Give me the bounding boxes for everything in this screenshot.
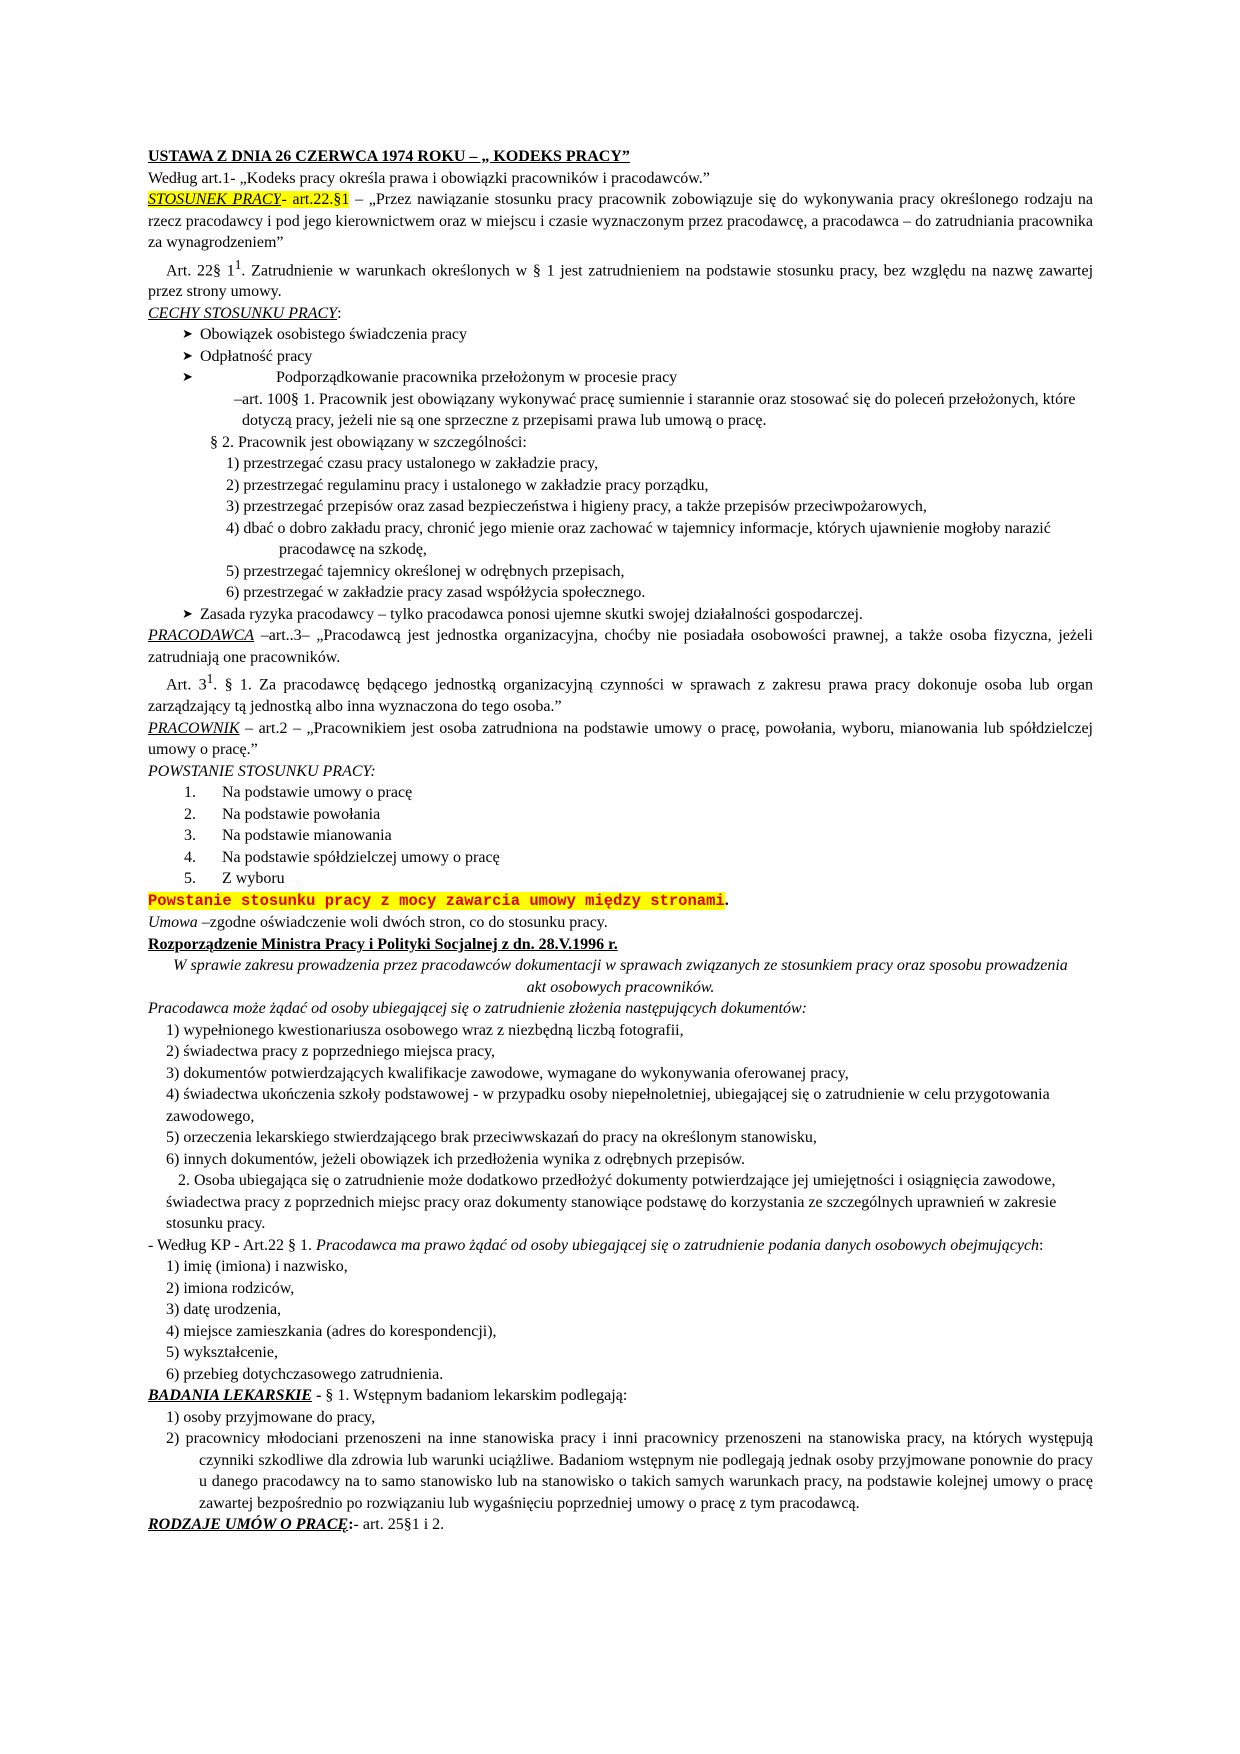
list-item: 3. Na podstawie mianowania <box>184 827 392 845</box>
list-item: ➤ Zasada ryzyka pracodawcy – tylko pracodawca ponosi ujemne skutki swojej działalności gospodarczej. <box>182 604 1093 626</box>
badania-term: BADANIA LEKARSKIE <box>148 1387 313 1405</box>
badania-paragraph: BADANIA LEKARSKIE - § 1. Wstępnym badaniom lekarskim podlegają: <box>148 1387 628 1405</box>
kp22-paragraph: - Według KP - Art.22 § 1. Pracodawca ma prawo żądać od osoby ubiegającej się o zatrudnienie podania danych osobowych obejmujących: <box>148 1236 1044 1254</box>
list-item: 5. Z wyboru <box>184 870 285 888</box>
rozporzadzenie-subtitle: W sprawie zakresu prowadzenia przez pracodawców dokumentacji w sprawach związanych ze stosunkiem pracy oraz sposobu prowadzenia akt osobowych pracowników. <box>173 957 1068 996</box>
list-item: 3) datę urodzenia, <box>166 1301 282 1319</box>
arrow-bullet-icon: ➤ <box>182 348 193 364</box>
list-item: 2) imiona rodziców, <box>166 1279 295 1297</box>
pracodawca-paragraph: PRACODAWCA –art..3– „Pracodawcą jest jednostka organizacyjna, choćby nie posiadała osobowości prawnej, a także osoba fizyczna, jeżeli zatrudniają one pracowników. <box>148 627 1093 666</box>
list-item: 6) innych dokumentów, jeżeli obowiązek ich przedłożenia wynika z odrębnych przepisów. <box>166 1150 746 1168</box>
list-item: ➤ Odpłatność pracy <box>182 346 1093 368</box>
art100-1-paragraph: –art. 100§ 1. Pracownik jest obowiązany wykonywać pracę sumiennie i starannie oraz stosować się do poleceń przełożonych, które dotyczą pracy, jeżeli nie są one sprzeczne z przepisami prawa lub umową o pracę. <box>234 390 1076 430</box>
rozporzadzenie-lead: Pracodawca może żądać od osoby ubiegającej się o zatrudnienie złożenia następujących dokumentów: <box>148 1000 807 1018</box>
umowa-paragraph: Umowa –zgodne oświadczenie woli dwóch stron, co do stosunku pracy. <box>148 914 608 932</box>
list-item: 2) pracownicy młodociani przenoszeni na inne stanowiska pracy i inni pracownicy przenoszeni na stanowiska pracy, na których występują czynniki szkodliwe dla zdrowia lub warunki uciążliwe. Badaniom wstępnym nie podlegają jednak osoby przyjmowane ponownie do pracy u danego pracodawcy na to samo stanowisko lub na stanowisko o takich samych warunkach pracy, na podstawie kolejnej umowy o pracę zawartej bezpośrednio po rozwiązaniu lub wygaśnięciu poprzedniej umowy o pracę z tym pracodawcą. <box>166 1430 1093 1512</box>
stosunek-pracy-paragraph <box>148 189 1093 254</box>
list-item: 4) dbać o dobro zakładu pracy, chronić jego mienie oraz zachować w tajemnicy informacje, których ujawnienie mogłoby narazić pracodawcę na szkodę, <box>226 519 1051 559</box>
list-item: 4. Na podstawie spółdzielczej umowy o pracę <box>184 848 500 866</box>
stosunek-pracy-text: – „Przez nawiązanie stosunku pracy pracownik zobowiązuje się do wykonywania pracy określonego rodzaju na rzecz pracodawcy i pod jego kierownictwem oraz w miejscu i czasie wyznaczonym przez pracodawcę, a pracodawca – do zatrudniania pracownika za wynagrodzeniem” <box>148 191 1093 251</box>
rozporzadzenie-title: Rozporządzenie Ministra Pracy i Polityki Socjalnej z dn. 28.V.1996 r. <box>148 935 618 953</box>
pracodawca-term: PRACODAWCA <box>148 627 255 645</box>
duties-list <box>148 453 1093 604</box>
list-item: 2) przestrzegać regulaminu pracy i ustalonego w zakładzie pracy porządku, <box>226 476 709 494</box>
list-item: 5) przestrzegać tajemnicy określonej w odrębnych przepisach, <box>226 562 625 580</box>
rodzaje-term: RODZAJE UMÓW O PRACĘ <box>148 1516 349 1534</box>
art22-1-paragraph: Art. 22§ $1^1$. Zatrudnienie w warunkach określonych w § 1 jest zatrudnieniem na podstawie stosunku pracy, bez względu na nazwę zawartej przez strony umowy. <box>148 256 1094 301</box>
cechy-heading: CECHY STOSUNKU PRACY: <box>148 304 342 322</box>
highlight-sentence: Powstanie stosunku pracy z mocy zawarcia umowy między stronami. <box>148 891 729 910</box>
pracownik-paragraph: PRACOWNIK – art.2 – „Pracownikiem jest osoba zatrudniona na podstawie umowy o pracę, powołania, wyboru, mianowania lub spółdzielczej umowy o pracę.” <box>148 719 1093 759</box>
intro-paragraph: Według art.1- „Kodeks pracy określa prawa i obowiązki pracowników i pracodawców.” <box>148 169 710 187</box>
cechy-list <box>148 324 1093 389</box>
stosunek-pracy-term: STOSUNEK PRACY <box>148 191 282 208</box>
document-body <box>148 146 1093 1536</box>
kp22-list <box>148 1256 1093 1385</box>
powstanie-list <box>148 782 1093 890</box>
list-item: 6) przebieg dotychczasowego zatrudnienia. <box>166 1365 444 1383</box>
list-item: ➤ Podporządkowanie pracownika przełożonym w procesie pracy <box>182 367 1093 389</box>
list-item: 4) miejsce zamieszkania (adres do korespondencji), <box>166 1322 497 1340</box>
art3-paragraph: Art. $3^1$. § 1. Za pracodawcę będącego jednostką organizacyjną czynności w sprawach z zakresu prawa pracy dokonuje osoba lub organ zarządzający tą jednostką albo inna wyznaczona do tego osoba.” <box>148 671 1093 716</box>
list-item: 2) świadectwa pracy z poprzedniego miejsca pracy, <box>166 1043 496 1061</box>
list-item: 1) osoby przyjmowane do pracy, <box>166 1408 376 1426</box>
list-item: 1) wypełnionego kwestionariusza osobowego wraz z niezbędną liczbą fotografii, <box>166 1021 684 1039</box>
list-item: 3) przestrzegać przepisów oraz zasad bezpieczeństwa i higieny pracy, a także przepisów przeciwpożarowych, <box>226 498 927 516</box>
list-item: 5) orzeczenia lekarskiego stwierdzającego brak przeciwwskazań do pracy na określonym stanowisku, <box>166 1129 817 1147</box>
rozporzadzenie-p2: 2. Osoba ubiegająca się o zatrudnienie może dodatkowo przedłożyć dokumenty potwierdzające jej umiejętności i osiągnięcia zawodowe, świadectwa pracy z poprzednich miejsc pracy oraz dokumenty stanowiące podstawę do korzystania ze szczególnych uprawnień w zakresie stosunku pracy. <box>166 1172 1057 1233</box>
list-item: 5) wykształcenie, <box>166 1344 278 1362</box>
list-item: 4) świadectwa ukończenia szkoły podstawowej - w przypadku osoby niepełnoletniej, ubiegającej się o zatrudnienie w celu przygotowania zawodowego, <box>166 1086 1050 1125</box>
docs-list <box>148 1020 1093 1171</box>
arrow-bullet-icon: ➤ <box>182 370 193 386</box>
list-item: 2. Na podstawie powołania <box>184 805 381 823</box>
arrow-bullet-icon: ➤ <box>182 606 193 622</box>
stosunek-pracy-ref: - art.22.§1 <box>281 191 350 208</box>
pracownik-term: PRACOWNIK <box>148 719 240 737</box>
list-item: ➤ Obowiązek osobistego świadczenia pracy <box>182 324 1093 346</box>
rodzaje-paragraph: RODZAJE UMÓW O PRACĘ:- art. 25§1 i 2. <box>148 1516 445 1534</box>
badania-list <box>148 1407 1093 1515</box>
list-item: 1. Na podstawie umowy o pracę <box>184 784 413 802</box>
list-item: 1) imię (imiona) i nazwisko, <box>166 1258 348 1276</box>
ryzyko-list <box>148 604 1093 626</box>
list-item: 1) przestrzegać czasu pracy ustalonego w zakładzie pracy, <box>226 455 599 473</box>
list-item: 3) dokumentów potwierdzających kwalifikacje zawodowe, wymagane do wykonywania oferowanej pracy, <box>166 1064 849 1082</box>
document-title: USTAWA Z DNIA 26 CZERWCA 1974 ROKU – „ KODEKS PRACY” <box>148 148 630 165</box>
art100-2-paragraph: § 2. Pracownik jest obowiązany w szczególności: <box>210 433 527 451</box>
powstanie-heading: POWSTANIE STOSUNKU PRACY: <box>148 762 376 780</box>
list-item: 6) przestrzegać w zakładzie pracy zasad współżycia społecznego. <box>226 584 646 602</box>
arrow-bullet-icon: ➤ <box>182 327 193 343</box>
